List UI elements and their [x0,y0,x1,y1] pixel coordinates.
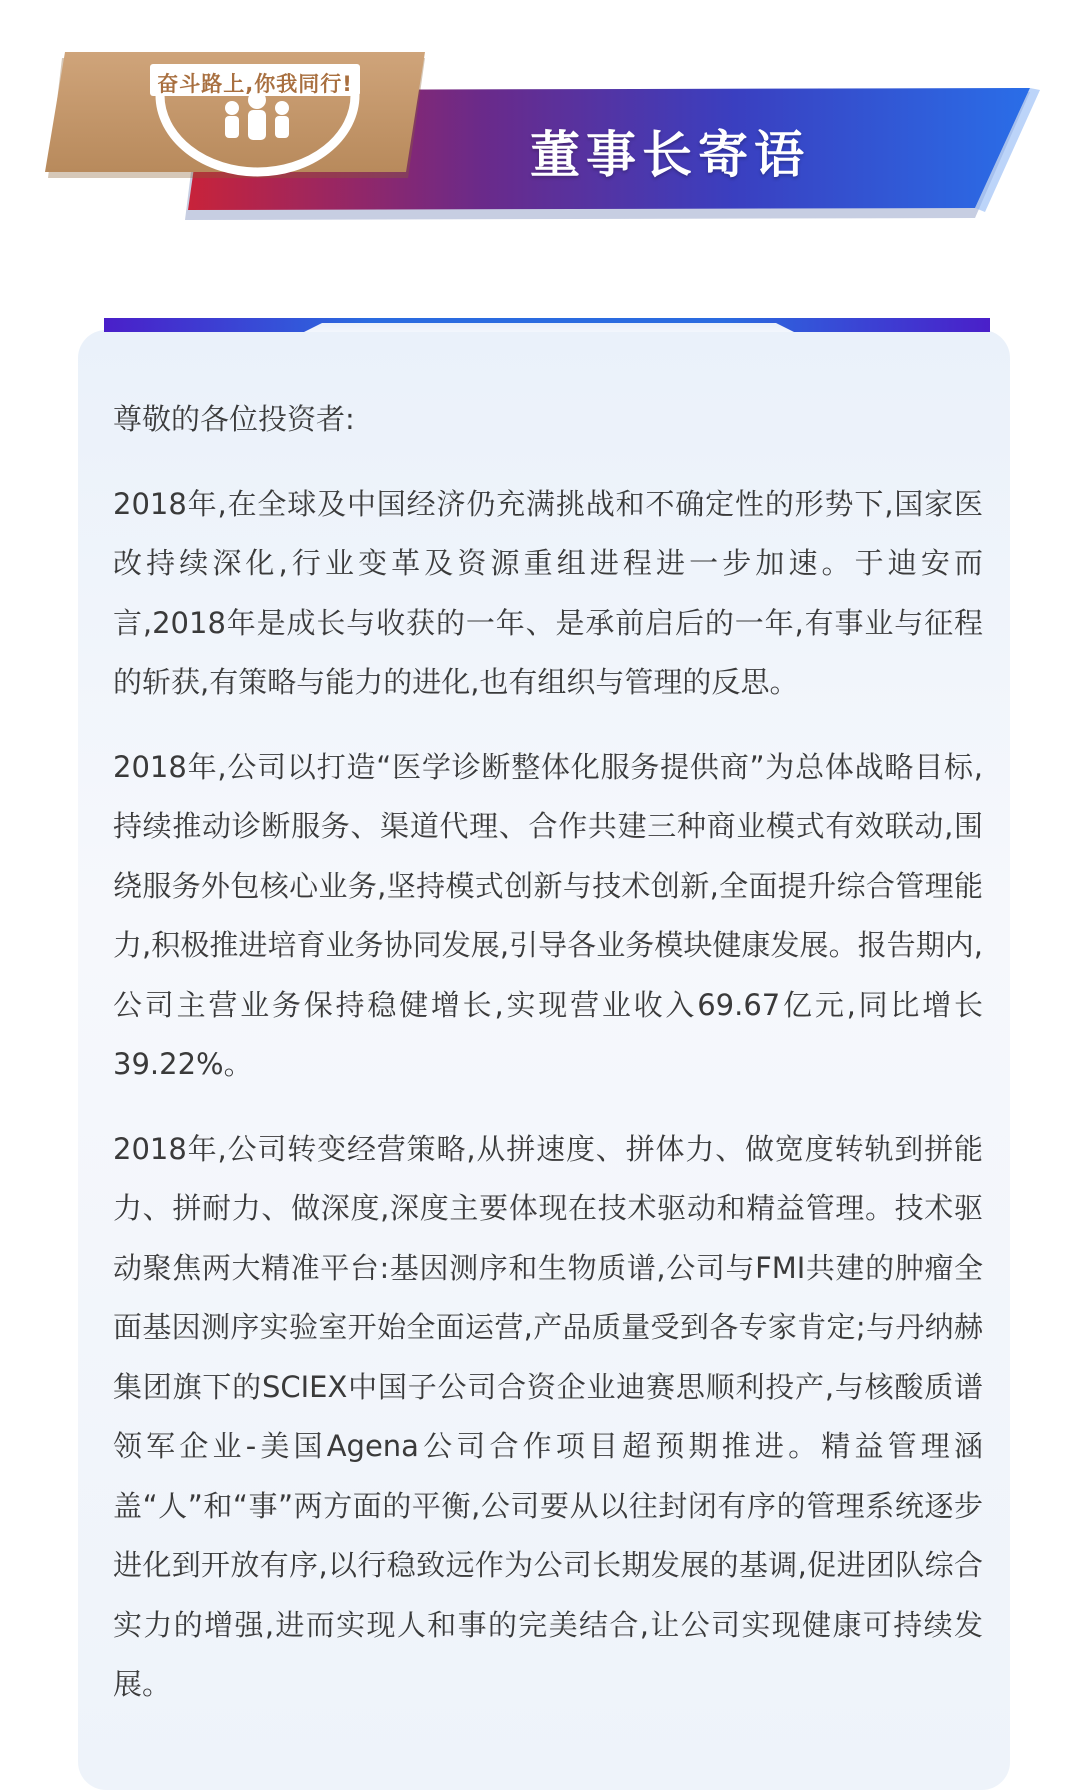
letter-content [113,390,983,1740]
slogan-text: 奋斗路上,你我同行! [157,72,353,96]
letter-paragraph: 2018年,公司转变经营策略,从拼速度、拼体力、做宽度转轨到拼能力、拼耐力、做深度,深度主要体现在技术驱动和精益管理。技术驱动聚焦两大精准平台:基因测序和生物质谱,公司与FMI共建的肿瘤全面基因测序实验室开始全面运营,产品质量受到各专家肯定;与丹纳赫集团旗下的SCIEX中国子公司合资企业迪赛思顺利投产,与核酸质谱领军企业-美国Agena公司合作项目超预期推进。精益管理涵盖“人”和“事”两方面的平衡,公司要从以往封闭有序的管理系统逐步进化到开放有序,以行稳致远作为公司长期发展的基调,促进团队综合实力的增强,进而实现人和事的完美结合,让公司实现健康可持续发展。 [113,1131,983,1701]
letter-paragraph: 2018年,在全球及中国经济仍充满挑战和不确定性的形势下,国家医改持续深化,行业变革及资源重组进程进一步加速。于迪安而言,2018年是成长与收获的一年、是承前启后的一年,有事业与征程的斩获,有策略与能力的进化,也有组织与管理的反思。 [113,486,983,699]
letter-paragraph: 2018年,公司以打造“医学诊断整体化服务提供商”为总体战略目标,持续推动诊断服务、渠道代理、合作共建三种商业模式有效联动,围绕服务外包核心业务,坚持模式创新与技术创新,全面提升综合管理能力,积极推进培育业务协同发展,引导各业务模块健康发展。报告期内,公司主营业务保持稳健增长,实现营业收入69.67亿元,同比增长39.22%。 [113,749,983,1081]
card-top-bar [104,318,990,332]
letter-greeting: 尊敬的各位投资者: [113,402,355,436]
header-banner [0,0,1080,230]
page-title: 董事长寄语 [530,126,810,184]
